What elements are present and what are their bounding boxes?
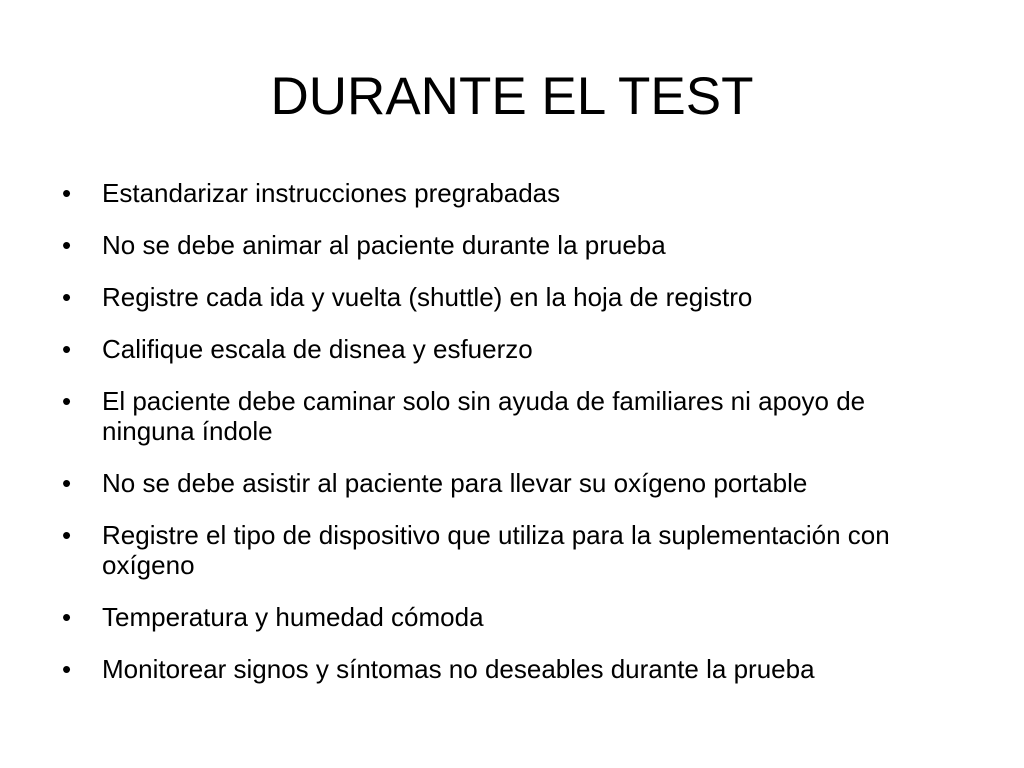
bullet-icon: • xyxy=(62,602,72,632)
bullet-icon: • xyxy=(62,178,72,208)
bullet-text: Estandarizar instrucciones pregrabadas xyxy=(102,178,561,208)
bullet-item xyxy=(62,178,962,208)
bullet-item xyxy=(62,230,962,260)
bullet-icon: • xyxy=(62,230,72,260)
bullet-item xyxy=(62,282,962,312)
bullet-text: Temperatura y humedad cómoda xyxy=(102,602,484,632)
bullet-text: No se debe animar al paciente durante la prueba xyxy=(102,230,666,260)
bullet-item xyxy=(62,602,962,632)
bullet-icon: • xyxy=(62,654,72,684)
bullet-item xyxy=(62,386,962,446)
bullet-text: No se debe asistir al paciente para llevar su oxígeno portable xyxy=(102,468,808,498)
bullet-icon: • xyxy=(62,520,72,550)
slide-title: DURANTE EL TEST xyxy=(270,67,754,126)
bullet-item xyxy=(62,334,962,364)
bullet-text: Monitorear signos y síntomas no deseables durante la prueba xyxy=(102,654,815,684)
bullet-text: Registre cada ida y vuelta (shuttle) en la hoja de registro xyxy=(102,282,753,312)
bullet-icon: • xyxy=(62,468,72,498)
bullet-item xyxy=(62,654,962,684)
bullet-text: Registre el tipo de dispositivo que utiliza para la suplementación con oxígeno xyxy=(102,520,890,580)
bullet-icon: • xyxy=(62,386,72,416)
bullet-icon: • xyxy=(62,282,72,312)
bullet-icon: • xyxy=(62,334,72,364)
bullet-item xyxy=(62,468,962,498)
bullet-item xyxy=(62,520,962,580)
bullet-list xyxy=(62,178,962,706)
bullet-text: El paciente debe caminar solo sin ayuda de familiares ni apoyo de ninguna índole xyxy=(102,386,866,446)
bullet-text: Califique escala de disnea y esfuerzo xyxy=(102,334,533,364)
